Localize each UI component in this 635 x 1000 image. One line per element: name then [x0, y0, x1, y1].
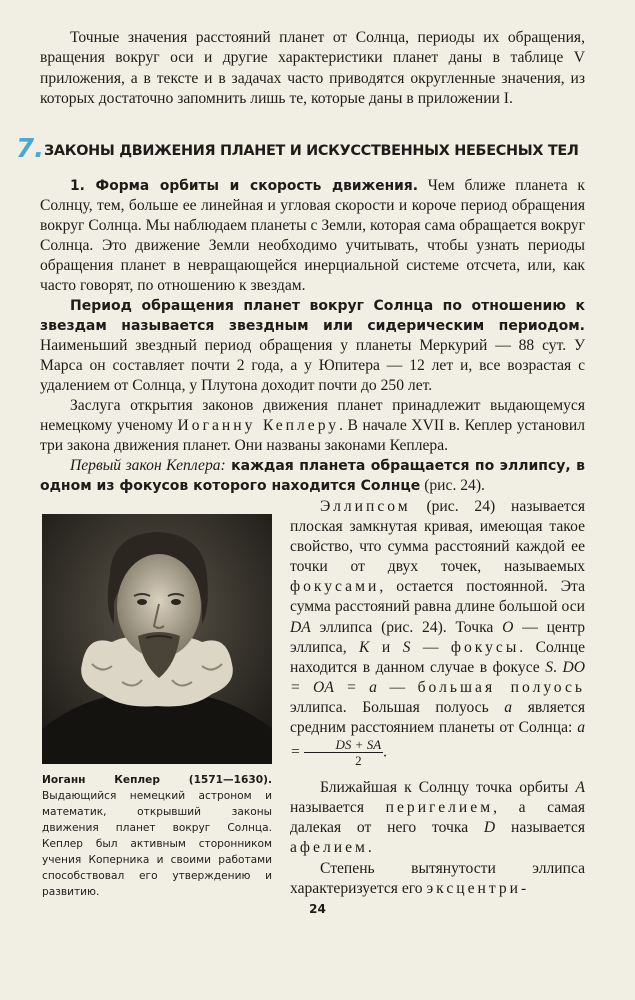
symbol: K: [359, 638, 370, 656]
paragraph-orbit-shape: [40, 176, 585, 296]
symbol: S: [545, 658, 554, 676]
intro-text: Точные значения расстояний планет от Солнца, периоды их обращения, вращения вокруг оси и другие характеристики планет даны в таблице V приложения, а в тексте и в задачах часто приводятся округленные значения, из которых достаточно запомнить лишь те, которые даны в приложении I.: [40, 29, 585, 108]
text: .: [553, 658, 563, 676]
section-number: 7.: [16, 134, 44, 164]
main-text: [40, 176, 585, 496]
section-title: ЗАКОНЫ ДВИЖЕНИЯ ПЛАНЕТ И ИСКУССТВЕННЫХ НЕБЕСНЫХ ТЕЛ: [44, 143, 579, 159]
caption-title: Иоганн Кеплер (1571—1630).: [42, 774, 272, 786]
portrait-image: [42, 514, 272, 764]
text: , а самая далекая от него точка: [290, 799, 585, 837]
symbol: A: [575, 779, 585, 797]
text: и: [369, 638, 403, 656]
term-ellipse: Эллипсом: [320, 498, 411, 515]
formula-fraction: [304, 738, 384, 768]
symbol: S: [402, 638, 411, 656]
symbol: DA: [290, 618, 311, 636]
term-perihelion: перигелием: [385, 799, 494, 817]
term-foci: фокусы: [450, 638, 520, 656]
text: является средним расстоянием планеты от Солнца:: [290, 698, 585, 737]
text: —: [376, 678, 418, 696]
portrait-caption: [42, 772, 272, 900]
text: эллипса (рис. 24). Точка: [310, 618, 503, 636]
symbol: O: [502, 618, 514, 636]
fraction-numerator: DS + SA: [304, 738, 384, 753]
symbol: a: [504, 698, 513, 716]
text: называется: [290, 799, 386, 817]
figure-reference: (рис. 24).: [420, 477, 485, 494]
page-number: 24: [309, 902, 326, 916]
paragraph-eccentricity: [290, 859, 585, 899]
caption-text: Выдающийся немецкий астроном и математик, открывший законы движения планет вокруг Солнца. Кеплер был активным сторонником учения Коперника и своими работами способствовал его утверждению и развитию.: [42, 790, 272, 898]
text: .: [367, 839, 372, 857]
text: (рис. 24) называется плоская замкнутая кривая, имеющая такое свойство, что сумма расстояний каждой ее точки от двух точек, называемых: [290, 498, 585, 576]
term-semimajor-axis: большая полуось: [417, 678, 586, 696]
text: —: [410, 638, 451, 656]
equation: DO = OA = a: [290, 658, 585, 696]
kepler-name: Иоганну Кеплеру: [177, 417, 340, 434]
subsection-heading: 1. Форма орбиты и скорость движения.: [70, 178, 418, 194]
term-eccentricity: эксцентри-: [426, 879, 530, 897]
paragraph-perihelion: [290, 778, 585, 858]
text: Ближайшая к Солнцу точка орбиты: [320, 779, 576, 797]
text: . Солнце находится в данном случае в фокусе: [290, 638, 585, 676]
text: , остается постоянной. Эта сумма расстояний равна длине большой оси: [290, 578, 585, 616]
paragraph-text: . В начале XVII в. Кеплер установил три закона движения планет. Они названы законами Кеплера.: [40, 417, 585, 454]
term-aphelion: афелием: [290, 839, 368, 857]
right-column: [290, 497, 585, 899]
definition-bold: Период обращения планет вокруг Солнца по отношению к звездам называется звездным или сидерическим периодом.: [40, 298, 585, 334]
law-title: Первый закон Кеплера:: [70, 457, 226, 474]
symbol: D: [483, 819, 496, 837]
intro-paragraph: [40, 28, 585, 110]
text: называется: [495, 819, 585, 837]
paragraph-ellipse: [290, 497, 585, 768]
text: — центр эллипса,: [290, 618, 585, 656]
law-statement: каждая планета обращается по эллипсу, в одном из фокусов которого находится Солнце: [40, 458, 585, 494]
text: Степень вытянутости эллипса характеризуется его: [290, 859, 585, 897]
paragraph-text: Чем ближе планета к Солнцу, тем, больше ее линейная и угловая скорости и короче период обращения вокруг Солнца. Мы наблюдаем планеты с Земли, которая сама обращается вокруг Солнца. Это движение Земли необходимо учитывать, чтобы узнать периоды обращения планет в невращающейся инерциальной системе отсчета, или, как часто говорят, по отношению к звездам.: [40, 177, 585, 294]
text: .: [383, 743, 388, 761]
paragraph-text: Заслуга открытия законов движения планет принадлежит выдающемуся немецкому ученому: [40, 397, 585, 434]
paragraph-kepler: [40, 396, 585, 456]
paragraph-sidereal: [40, 296, 585, 396]
formula-lhs: a =: [290, 719, 585, 761]
text: эллипса. Большая полуось: [290, 698, 505, 716]
term-foci: фокусами: [290, 578, 380, 596]
paragraph-first-law: [40, 456, 585, 496]
kepler-portrait: [42, 514, 272, 764]
fraction-denominator: 2: [355, 753, 362, 769]
paragraph-text: Наименьший звездный период обращения у планеты Меркурий — 88 сут. У Марса он составляет почти 2 года, а у Юпитера — 12 лет и, все возрастая с удалением от Солнца, у Плутона доходит почти до 250 лет.: [40, 337, 585, 394]
